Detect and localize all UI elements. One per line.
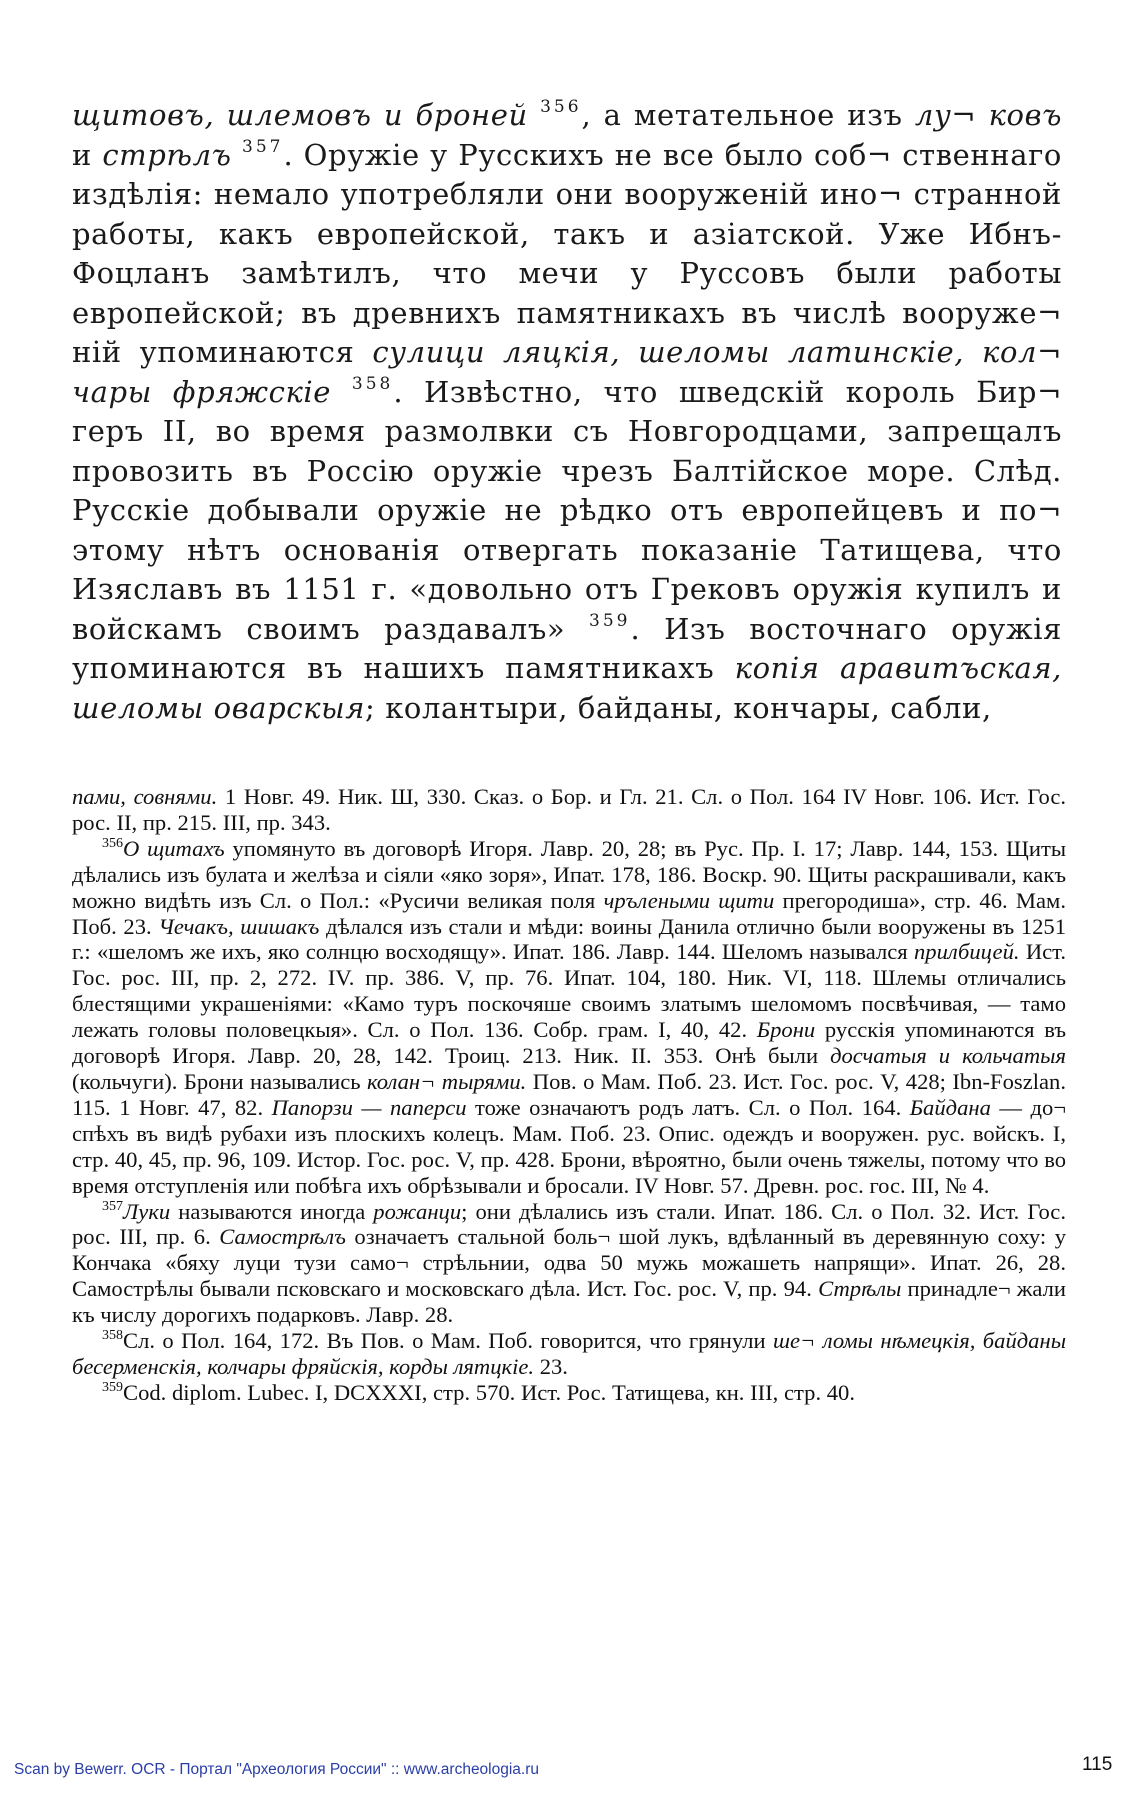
scan-credit-link[interactable]: Scan by Bewerr. OCR - Портал "Археология России" :: www.archeologia.ru	[14, 1761, 540, 1778]
footnotes-block	[72, 784, 1066, 1406]
main-text-block	[72, 96, 1062, 728]
footnote-356: $^{356}$О щитахъ упомянуто въ договорѣ Игоря. Лавр. 20, 28; въ Рус. Пр. I. 17; Лавр. 144, 153. Щиты дѣлались изъ булата и желѣза и сіяли «яко зоря», Ипат. 178, 186. Воскр. 90. Щиты раскрашивали, какъ можно видѣть изъ Сл. о Пол.: «Русичи великая поля чрълеными щити прегородиша», стр. 46. Мам. Поб. 23. Чечакъ, шишакъ дѣлался изъ стали и мѣди: воины Данила отлично были вооружены въ 1251 г.: «шеломъ же ихъ, яко солнцю восходящу». Ипат. 186. Лавр. 144. Шеломъ назывался прилбицей. Ист. Гос. рос. III, пр. 2, 272. IV. пр. 386. V, пр. 76. Ипат. 104, 180. Ник. VI, 118. Шлемы отличались блестящими украшеніями: «Камо туръ поскочяше своимъ златымъ шеломомъ посвѣчивая, — тамо лежать головы половецкыя». Сл. о Пол. 136. Собр. грам. I, 40, 42. Брони русскія упоминаются въ договорѣ Игоря. Лавр. 20, 28, 142. Троиц. 213. Ник. II. 353. Онѣ были досчатыя и кольчатыя (кольчуги). Брони назывались колан¬ тырями. Пов. о Мам. Поб. 23. Ист. Гос. рос. V, 428; Ibn-Foszlan. 115. 1 Новг. 47, 82. Папорзи — паперси тоже означаютъ родъ латъ. Сл. о Пол. 164. Байдана — до¬ спѣхъ въ видѣ рубахи изъ плоскихъ колецъ. Мам. Поб. 23. Опис. одеждъ и вооружен. рус. войскъ. I, стр. 40, 45, пр. 96, 109. Истор. Гос. рос. V, пр. 428. Брони, вѣроятно, были очень тяжелы, потому что во время отступленія или побѣга ихъ обрѣзывали и бросали. IV Новг. 57. Древн. рос. гос. III, № 4.	[72, 835, 1067, 1198]
footnote-357: $^{357}$Луки называются иногда рожанци; они дѣлались изъ стали. Ипат. 186. Сл. о Пол. 32. Ист. Гос. рос. III, пр. 6. Самострѣлъ означаетъ стальной боль¬ шой лукъ, вдѣланный въ деревянную соху: у Кончака «бяху луци тузи само¬ стрѣльнии, одва 50 мужь можашеть напрящи». Ипат. 26, 28. Самострѣлы бывали псковскаго и московскаго дѣла. Ист. Гос. рос. V, пр. 94. Стрѣлы принадле¬ жали къ числу дорогихъ подарковъ. Лавр. 28.	[72, 1198, 1067, 1328]
footnote-continuation: пами, совнями. 1 Новг. 49. Ник. Ш, 330. Сказ. о Бор. и Гл. 21. Сл. о Пол. 164 IV Новг. 106. Ист. Гос. рос. II, пр. 215. III, пр. 343.	[72, 784, 1066, 835]
footnote-359: $^{359}$Cod. diplom. Lubec. I, DCXXXI, стр. 570. Ист. Рос. Татищева, кн. III, стр. 40.	[102, 1379, 855, 1405]
footnote-358: $^{358}$Сл. о Пол. 164, 172. Въ Пов. о Мам. Поб. говорится, что грянули ше¬ ломы нѣмецкія, байданы бесерменскія, колчары фряйскія, корды лятцкіе. 23.	[72, 1328, 1066, 1379]
main-paragraph: щитовъ, шлемовъ и броней $^{356}$, а метательное изъ лу¬ ковъ и стрѣлъ $^{357}$. Оружіе у Русскихъ не все было соб¬ ственнаго издѣлія: немало употребляли они вооруженій ино¬ странной работы, какъ европейской, такъ и азіатской. Уже Ибнъ-Фоцланъ замѣтилъ, что мечи у Руссовъ были работы европейской; въ древнихъ памятникахъ въ числѣ вооруже¬ ній упоминаются сулици ляцкія, шеломы латинскіе, кол¬ чары фряжскіе $^{358}$. Извѣстно, что шведскій король Бир¬ геръ II, во время размолвки съ Новгородцами, запрещалъ провозить въ Россію оружіе чрезъ Балтійское море. Слѣд. Русскіе добывали оружіе не рѣдко отъ европейцевъ и по¬ этому нѣтъ основанія отвергать показаніе Татищева, что Изяславъ въ 1151 г. «довольно отъ Грековъ оружія купилъ и войскамъ своимъ раздавалъ» $^{359}$. Изъ восточнаго оружія упоминаются въ нашихъ памятникахъ копія аравитъская, шеломы оварскыя; колантыри, байданы, кончары, сабли,	[72, 97, 1063, 725]
page-number: 115	[1082, 1754, 1113, 1775]
